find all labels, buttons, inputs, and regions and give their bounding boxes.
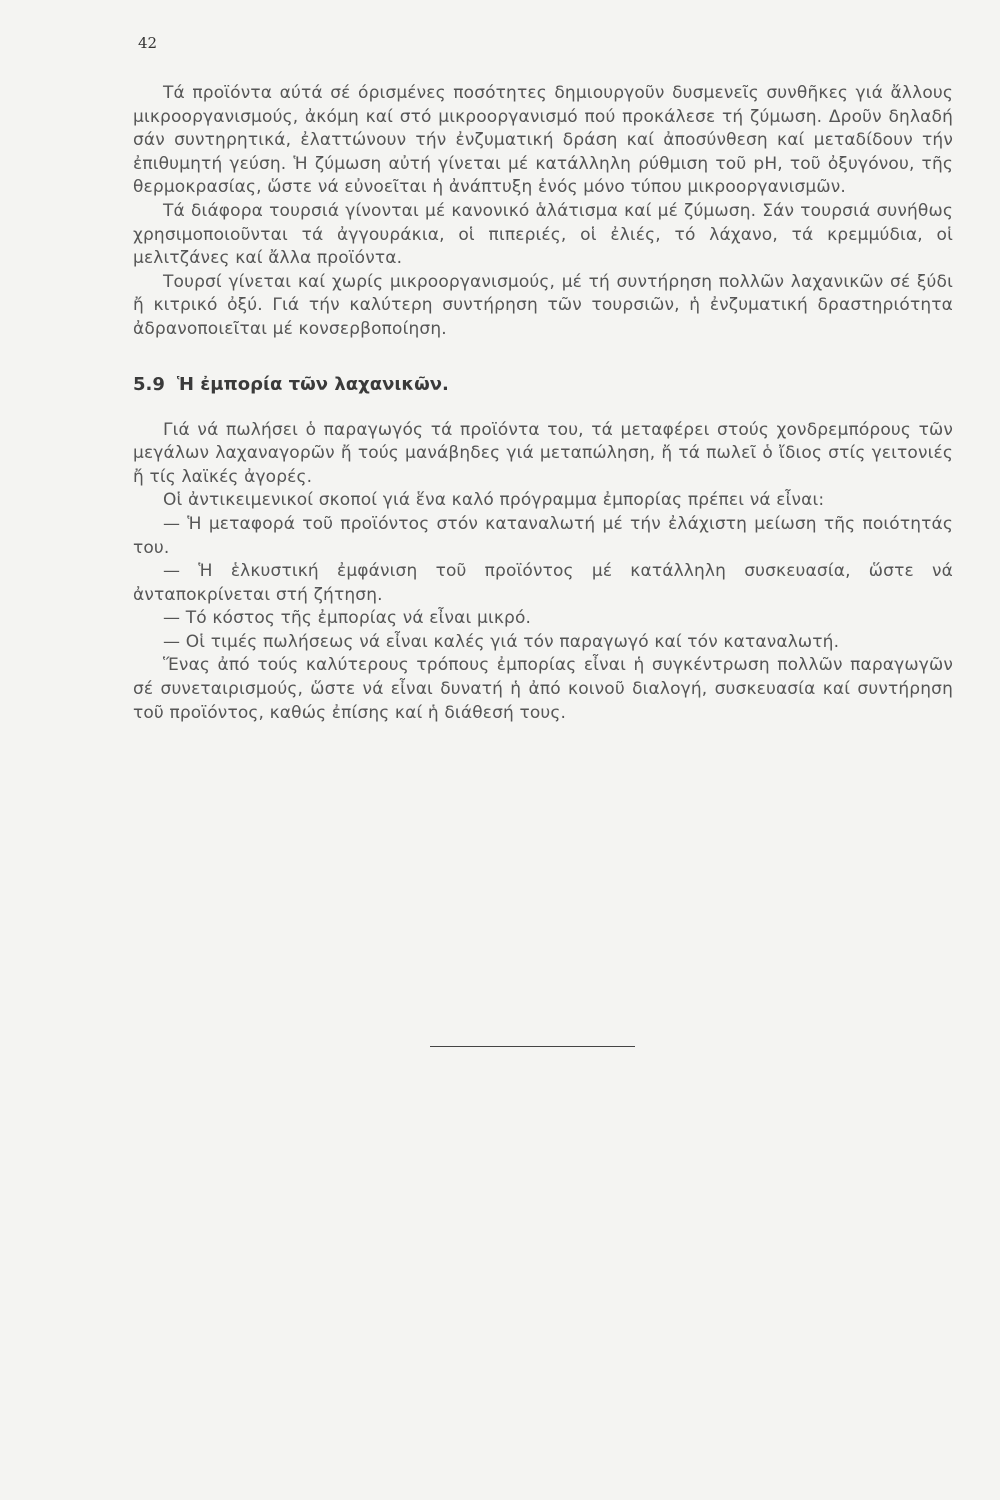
list-item: — Οἱ τιμές πωλήσεως νά εἶναι καλές γιά τόν παραγωγό καί τόν καταναλωτή. — [163, 631, 840, 652]
paragraph-fermentation: Τά προϊόντα αύτά σέ όρισμένες ποσότητες δημιουργοῦν δυσμενεῖς συνθῆκες γιά ἄλλους μικροοργανισμούς, ἀκόμη καί στό μικροοργανισμό πού προκάλεσε τή ζύμωση. Δροῦν δηλαδή σάν συντηρητικά, ἐλαττώνουν τήν ἐνζυματική δράση καί ἀποσύνθεση καί μεταδίδουν τήν ἐπιθυμητή γεύση. Ἡ ζύμωση αὐτή γίνεται μέ κατάλληλη ρύθμιση τοῦ pH, τοῦ ὀξυγόνου, τῆς θερμοκρασίας, ὥστε νά εὐνοεῖται ἡ ἀνάπτυξη ἑνός μόνο τύπου μικροοργανισμῶν. — [133, 83, 953, 198]
end-rule-divider — [430, 1046, 635, 1047]
list-item: — Ἡ ἑλκυστική ἐμφάνιση τοῦ προϊόντος μέ κατάλληλη συσκευασία, ὥστε νά ἀνταποκρίνεται στή ζήτηση. — [133, 561, 953, 605]
paragraph-selling: Γιά νά πωλήσει ὁ παραγωγός τά προϊόντα του, τά μεταφέρει στούς χονδρεμπόρους τῶν μεγάλων λαχαναγορῶν ἤ τούς μανάβηδες γιά μεταπώληση, ἤ τά πωλεῖ ὁ ἴδιος στίς γειτονιές ἤ τίς λαϊκές ἀγορές. — [133, 419, 953, 487]
paragraph-vinegar: Τουρσί γίνεται καί χωρίς μικροοργανισμούς, μέ τή συντήρηση πολλῶν λαχανικῶν σέ ξύδι ἤ κιτρικό ὀξύ. Γιά τήν καλύτερη συντήρηση τῶν τουρσιῶν, ἡ ἐνζυματική δραστηριότητα ἀδρανοποιεῖται μέ κονσερβοποίηση. — [133, 271, 953, 339]
paragraph-objectives: Οἱ ἀντικειμενικοί σκοποί γιά ἕνα καλό πρόγραμμα ἐμπορίας πρέπει νά εἶναι: — [163, 490, 825, 511]
section-title: Ἡ ἐμπορία τῶν λαχανικῶν. — [176, 373, 449, 395]
page-content — [133, 82, 953, 725]
section-number: 5.9 — [133, 373, 165, 395]
list-item: — Ἡ μεταφορά τοῦ προϊόντος στόν καταναλωτή μέ τήν ἐλάχιστη μείωση τῆς ποιότητάς του. — [133, 513, 953, 558]
section-heading — [133, 374, 953, 395]
paragraph-cooperatives: Ἕνας ἀπό τούς καλύτερους τρόπους ἐμπορίας εἶναι ἡ συγκέντρωση πολλῶν παραγωγῶν σέ συνεταιρισμούς, ὥστε νά εἶναι δυνατή ἡ ἀπό κοινοῦ διαλογή, συσκευασία καί συντήρηση τοῦ προϊόντος, καθώς ἐπίσης καί ἡ διάθεσή τους. — [133, 655, 953, 723]
page-number: 42 — [138, 34, 158, 52]
list-item: — Τό κόστος τῆς ἐμπορίας νά εἶναι μικρό. — [163, 608, 532, 629]
paragraph-pickles: Τά διάφορα τουρσιά γίνονται μέ κανονικό ἁλάτισμα καί μέ ζύμωση. Σάν τουρσιά συνήθως χρησιμοποιοῦνται τά ἀγγουράκια, οἱ πιπεριές, οἱ ἐλιές, τό λάχανο, τά κρεμμύδια, οἱ μελιτζάνες καί ἄλλα προϊόντα. — [133, 200, 953, 269]
